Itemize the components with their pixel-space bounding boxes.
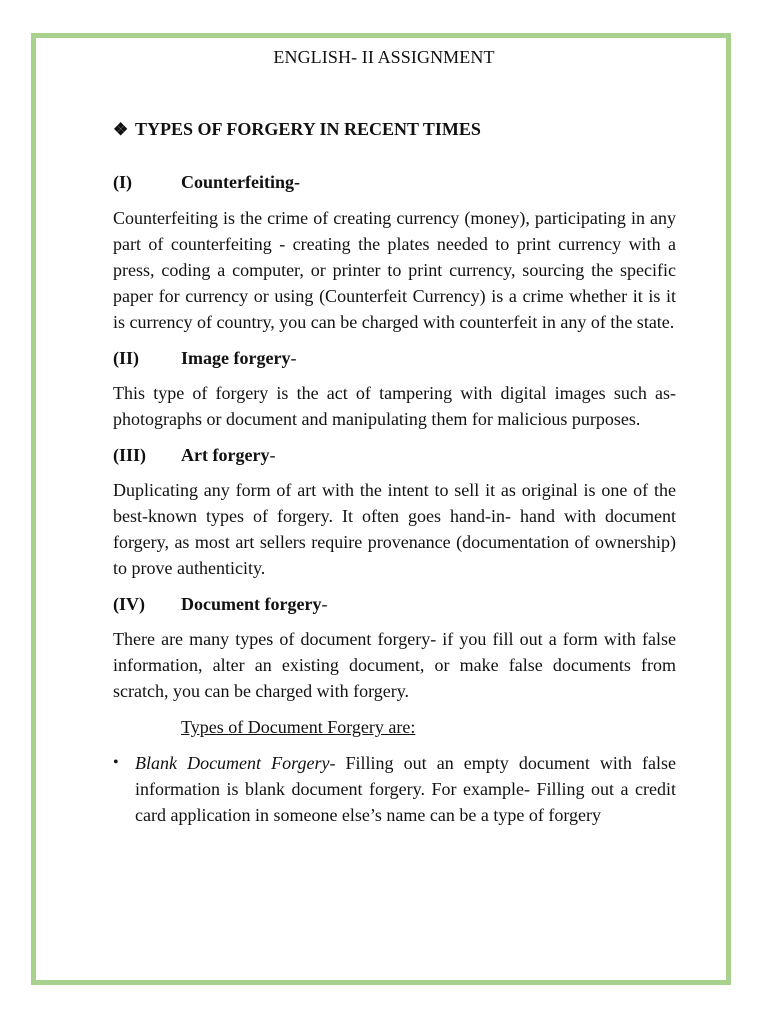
section-heading-4: [113, 591, 676, 617]
section-heading-3: [113, 442, 676, 468]
section-heading-1: [113, 169, 676, 195]
section-numeral: (II): [113, 348, 139, 368]
bullet-text: [135, 750, 676, 828]
section-paragraph-1: Counterfeiting is the crime of creating currency (money), participating in any part of counterfeiting - creating the plates needed to print currency with a press, coding a computer, or printer to print currency, sourcing the specific paper for currency or using (Counterfeit Currency) is a crime whether it is it is currency of country, you can be charged with counterfeit in any of the state.: [113, 208, 676, 332]
section-numeral: (I): [113, 172, 132, 192]
bullet-description: - Filling out an empty document with false information is blank document forgery. For example- Filling out a credit card application in someone else’s name can be a type of forgery: [135, 753, 676, 825]
document-header: ENGLISH- II ASSIGNMENT: [273, 47, 495, 67]
section-heading-2: [113, 345, 676, 371]
diamond-bullet-icon: ❖: [113, 120, 129, 139]
document-body: [113, 116, 676, 828]
section-paragraph-2: This type of forgery is the act of tampering with digital images such as- photographs or document and manipulating them for malicious purposes.: [113, 383, 676, 429]
section-title: Image forgery-: [181, 348, 297, 368]
bullet-term: Blank Document Forgery: [135, 753, 330, 773]
section-title: Counterfeiting-: [181, 172, 300, 192]
section-paragraph-3: Duplicating any form of art with the intent to sell it as original is one of the best-known types of forgery. It often goes hand-in- hand with document forgery, as most art sellers require provenance (documentation of ownership) to prove authenticity.: [113, 480, 676, 578]
main-title: [113, 116, 676, 146]
document-forgery-subheading: Types of Document Forgery are:: [181, 717, 416, 737]
section-paragraph-4: There are many types of document forgery- if you fill out a form with false information, alter an existing document, or make false documents from scratch, you can be charged with forgery.: [113, 629, 676, 701]
main-title-text: TYPES OF FORGERY IN RECENT TIMES: [135, 119, 481, 139]
section-title: Document forgery-: [181, 594, 328, 614]
bullet-icon: •: [113, 754, 119, 771]
list-item: [113, 750, 676, 828]
section-title: Art forgery-: [181, 445, 276, 465]
section-numeral: (III): [113, 445, 147, 465]
section-numeral: (IV): [113, 594, 145, 614]
